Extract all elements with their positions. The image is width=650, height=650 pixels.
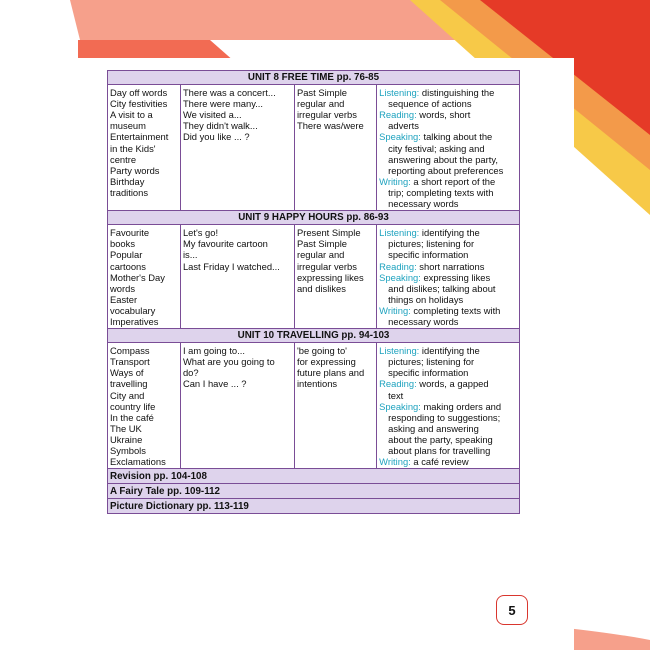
skill-text: identifying the [419,227,480,239]
skill-line [379,261,517,272]
skills-cell [377,343,520,469]
extra-section-row [108,499,520,514]
skill-label: Writing: [379,456,411,468]
grammar-cell-line: irregular verbs [296,109,357,121]
skills-cell [377,85,520,211]
vocabulary-cell-line: The UK [110,422,142,434]
vocabulary-cell-line: Party words [110,164,160,176]
vocabulary-cell-line: Entertainment [110,131,169,143]
grammar-cell-line: Past Simple [296,238,347,250]
phrases-cell-line: I am going to... [182,345,245,357]
grammar-cell [294,225,376,329]
vocabulary-cell-line: In the café [110,411,154,423]
skill-text: a short report of the [410,175,496,187]
phrases-cell-line: They didn't walk... [182,120,258,132]
grammar-cell-line: expressing likes [296,271,364,283]
top-red-band [70,0,470,40]
phrases-cell [180,85,294,211]
skill-line [379,198,517,209]
phrases-cell-line: Can I have ... ? [182,378,247,390]
skill-line [379,120,517,131]
skill-label: Speaking: [379,271,421,283]
unit-title: UNIT 10 TRAVELLING pp. 94-103 [108,329,520,343]
skill-text: about plans for travelling [388,445,491,456]
skill-line [379,227,517,238]
vocabulary-cell-line: Ways of [110,367,144,379]
skill-text: a café review [410,456,469,468]
skill-text: sequence of actions [388,98,472,110]
skill-line [379,249,517,260]
vocabulary-cell-line: A visit to a [110,109,153,121]
extra-section-row [108,484,520,499]
skill-line [379,356,517,367]
skill-line [379,283,517,294]
skill-text: pictures; listening for [388,356,475,368]
phrases-cell-line: Last Friday I watched... [182,260,280,272]
grammar-cell-line: There was/were [296,120,364,132]
grammar-cell-line: for expressing [296,356,356,368]
grammar-cell-line: Present Simple [296,227,361,239]
vocabulary-cell-line: Exclamations [110,456,166,468]
skill-line [379,401,517,412]
skill-line [379,143,517,154]
unit-header-row [108,71,520,85]
skill-text: distinguishing the [419,87,495,99]
skill-label: Reading: [379,260,417,272]
phrases-cell-line: Did you like ... ? [182,131,250,143]
skill-line [379,294,517,305]
skill-text: reporting about preferences [388,164,504,176]
skill-text: completing texts with [410,304,501,316]
unit-header-row [108,211,520,225]
phrases-cell-line: We visited a... [182,109,242,121]
extra-section-row [108,469,520,484]
skill-label: Writing: [379,304,411,316]
extra-section-title: Revision pp. 104-108 [108,469,520,484]
skill-text: necessary words [388,315,459,327]
vocabulary-cell-line: Symbols [110,445,146,456]
skill-line [379,98,517,109]
skill-text: words, short [416,109,471,121]
vocabulary-cell-line: Day off words [110,87,168,99]
skill-line [379,456,517,467]
vocabulary-cell [108,343,181,469]
phrases-cell-line: My favourite cartoon [182,238,268,250]
vocabulary-cell [108,225,181,329]
vocabulary-cell-line: museum [110,120,146,132]
grammar-cell [294,85,376,211]
phrases-cell-line: There was a concert... [182,87,276,99]
skill-line [379,131,517,142]
skill-line [379,238,517,249]
extra-section-title: A Fairy Tale pp. 109-112 [108,484,520,499]
skill-text: pictures; listening for [388,238,475,250]
skill-line [379,305,517,316]
skill-text: necessary words [388,198,459,210]
unit-title: UNIT 9 HAPPY HOURS pp. 86-93 [108,211,520,225]
skill-text: answering about the party, [388,153,498,165]
skill-label: Reading: [379,109,417,121]
grammar-cell-line: 'be going to' [296,345,347,357]
vocabulary-cell-line: City festivities [110,98,168,110]
grammar-cell-line: future plans and [296,367,365,379]
unit-content-row [108,225,520,329]
vocabulary-cell-line: vocabulary [110,304,156,316]
skill-text: talking about the [420,131,493,143]
page-number: 5 [496,595,528,625]
skill-text: about the party, speaking [388,433,493,445]
vocabulary-cell [108,85,181,211]
vocabulary-cell-line: Easter [110,293,138,305]
phrases-cell-line: Let's go! [182,227,219,239]
phrases-cell-line: do? [182,367,199,379]
skill-text: words, a gapped [416,378,489,390]
vocabulary-cell-line: Imperatives [110,315,159,327]
vocabulary-cell-line: Mother's Day [110,271,165,283]
phrases-cell-line: is... [182,249,198,261]
vocabulary-cell-line: travelling [110,378,148,390]
skill-line [379,187,517,198]
vocabulary-cell-line: Compass [110,345,150,357]
skill-text: city festival; asking and [388,142,485,154]
vocabulary-cell-line: words [110,282,136,294]
skill-label: Listening: [379,87,420,99]
skill-text: specific information [388,367,469,379]
skill-line [379,445,517,456]
grammar-cell-line: regular and [296,249,345,261]
skill-label: Writing: [379,175,411,187]
phrases-cell [180,225,294,329]
skill-line [379,345,517,356]
vocabulary-cell-line: cartoons [110,260,146,272]
vocabulary-cell-line: Popular [110,249,143,261]
skill-line [379,378,517,389]
phrases-cell-line: There were many... [182,98,263,110]
grammar-cell [294,343,376,469]
skill-text: specific information [388,249,469,261]
skill-line [379,87,517,98]
skill-line [379,412,517,423]
vocabulary-cell-line: Transport [110,356,150,368]
unit-header-row [108,329,520,343]
vocabulary-cell-line: books [110,238,136,250]
skill-line [379,423,517,434]
skill-text: trip; completing texts with [388,186,494,198]
skill-text: making orders and [420,400,502,412]
unit-title: UNIT 8 FREE TIME pp. 76-85 [108,71,520,85]
grammar-cell-line: irregular verbs [296,260,357,272]
vocabulary-cell-line: traditions [110,186,149,198]
skill-line [379,316,517,327]
skill-text: text [388,389,404,401]
unit-content-row [108,343,520,469]
skill-line [379,367,517,378]
skill-label: Reading: [379,378,417,390]
vocabulary-cell-line: centre [110,153,137,165]
vocabulary-cell-line: Favourite [110,227,150,239]
unit-content-row [108,85,520,211]
contents-table [107,70,520,514]
grammar-cell-line: regular and [296,98,345,110]
vocabulary-cell-line: City and [110,389,145,401]
grammar-cell-line: and dislikes [296,282,346,294]
skill-label: Speaking: [379,400,421,412]
skill-text: things on holidays [388,293,464,305]
vocabulary-cell-line: Ukraine [110,433,143,445]
skill-text: short narrations [416,260,485,272]
skills-cell [377,225,520,329]
skill-text: and dislikes; talking about [388,282,496,294]
skill-line [379,272,517,283]
skill-text: adverts [388,120,419,132]
skill-label: Listening: [379,345,420,357]
phrases-cell-line: What are you going to [182,356,275,368]
grammar-cell-line: intentions [296,378,338,390]
skill-line [379,390,517,401]
grammar-cell-line: Past Simple [296,87,347,99]
vocabulary-cell-line: country life [110,400,156,412]
skill-line [379,434,517,445]
skill-text: expressing likes [420,271,491,283]
skill-line [379,165,517,176]
skill-label: Listening: [379,227,420,239]
vocabulary-cell-line: Birthday [110,175,145,187]
skill-text: asking and answering [388,422,479,434]
skill-line [379,154,517,165]
vocabulary-cell-line: in the Kids' [110,142,156,154]
skill-line [379,109,517,120]
skill-label: Speaking: [379,131,421,143]
skill-line [379,176,517,187]
skill-text: responding to suggestions; [388,411,501,423]
phrases-cell [180,343,294,469]
extra-section-title: Picture Dictionary pp. 113-119 [108,499,520,514]
skill-text: identifying the [419,345,480,357]
